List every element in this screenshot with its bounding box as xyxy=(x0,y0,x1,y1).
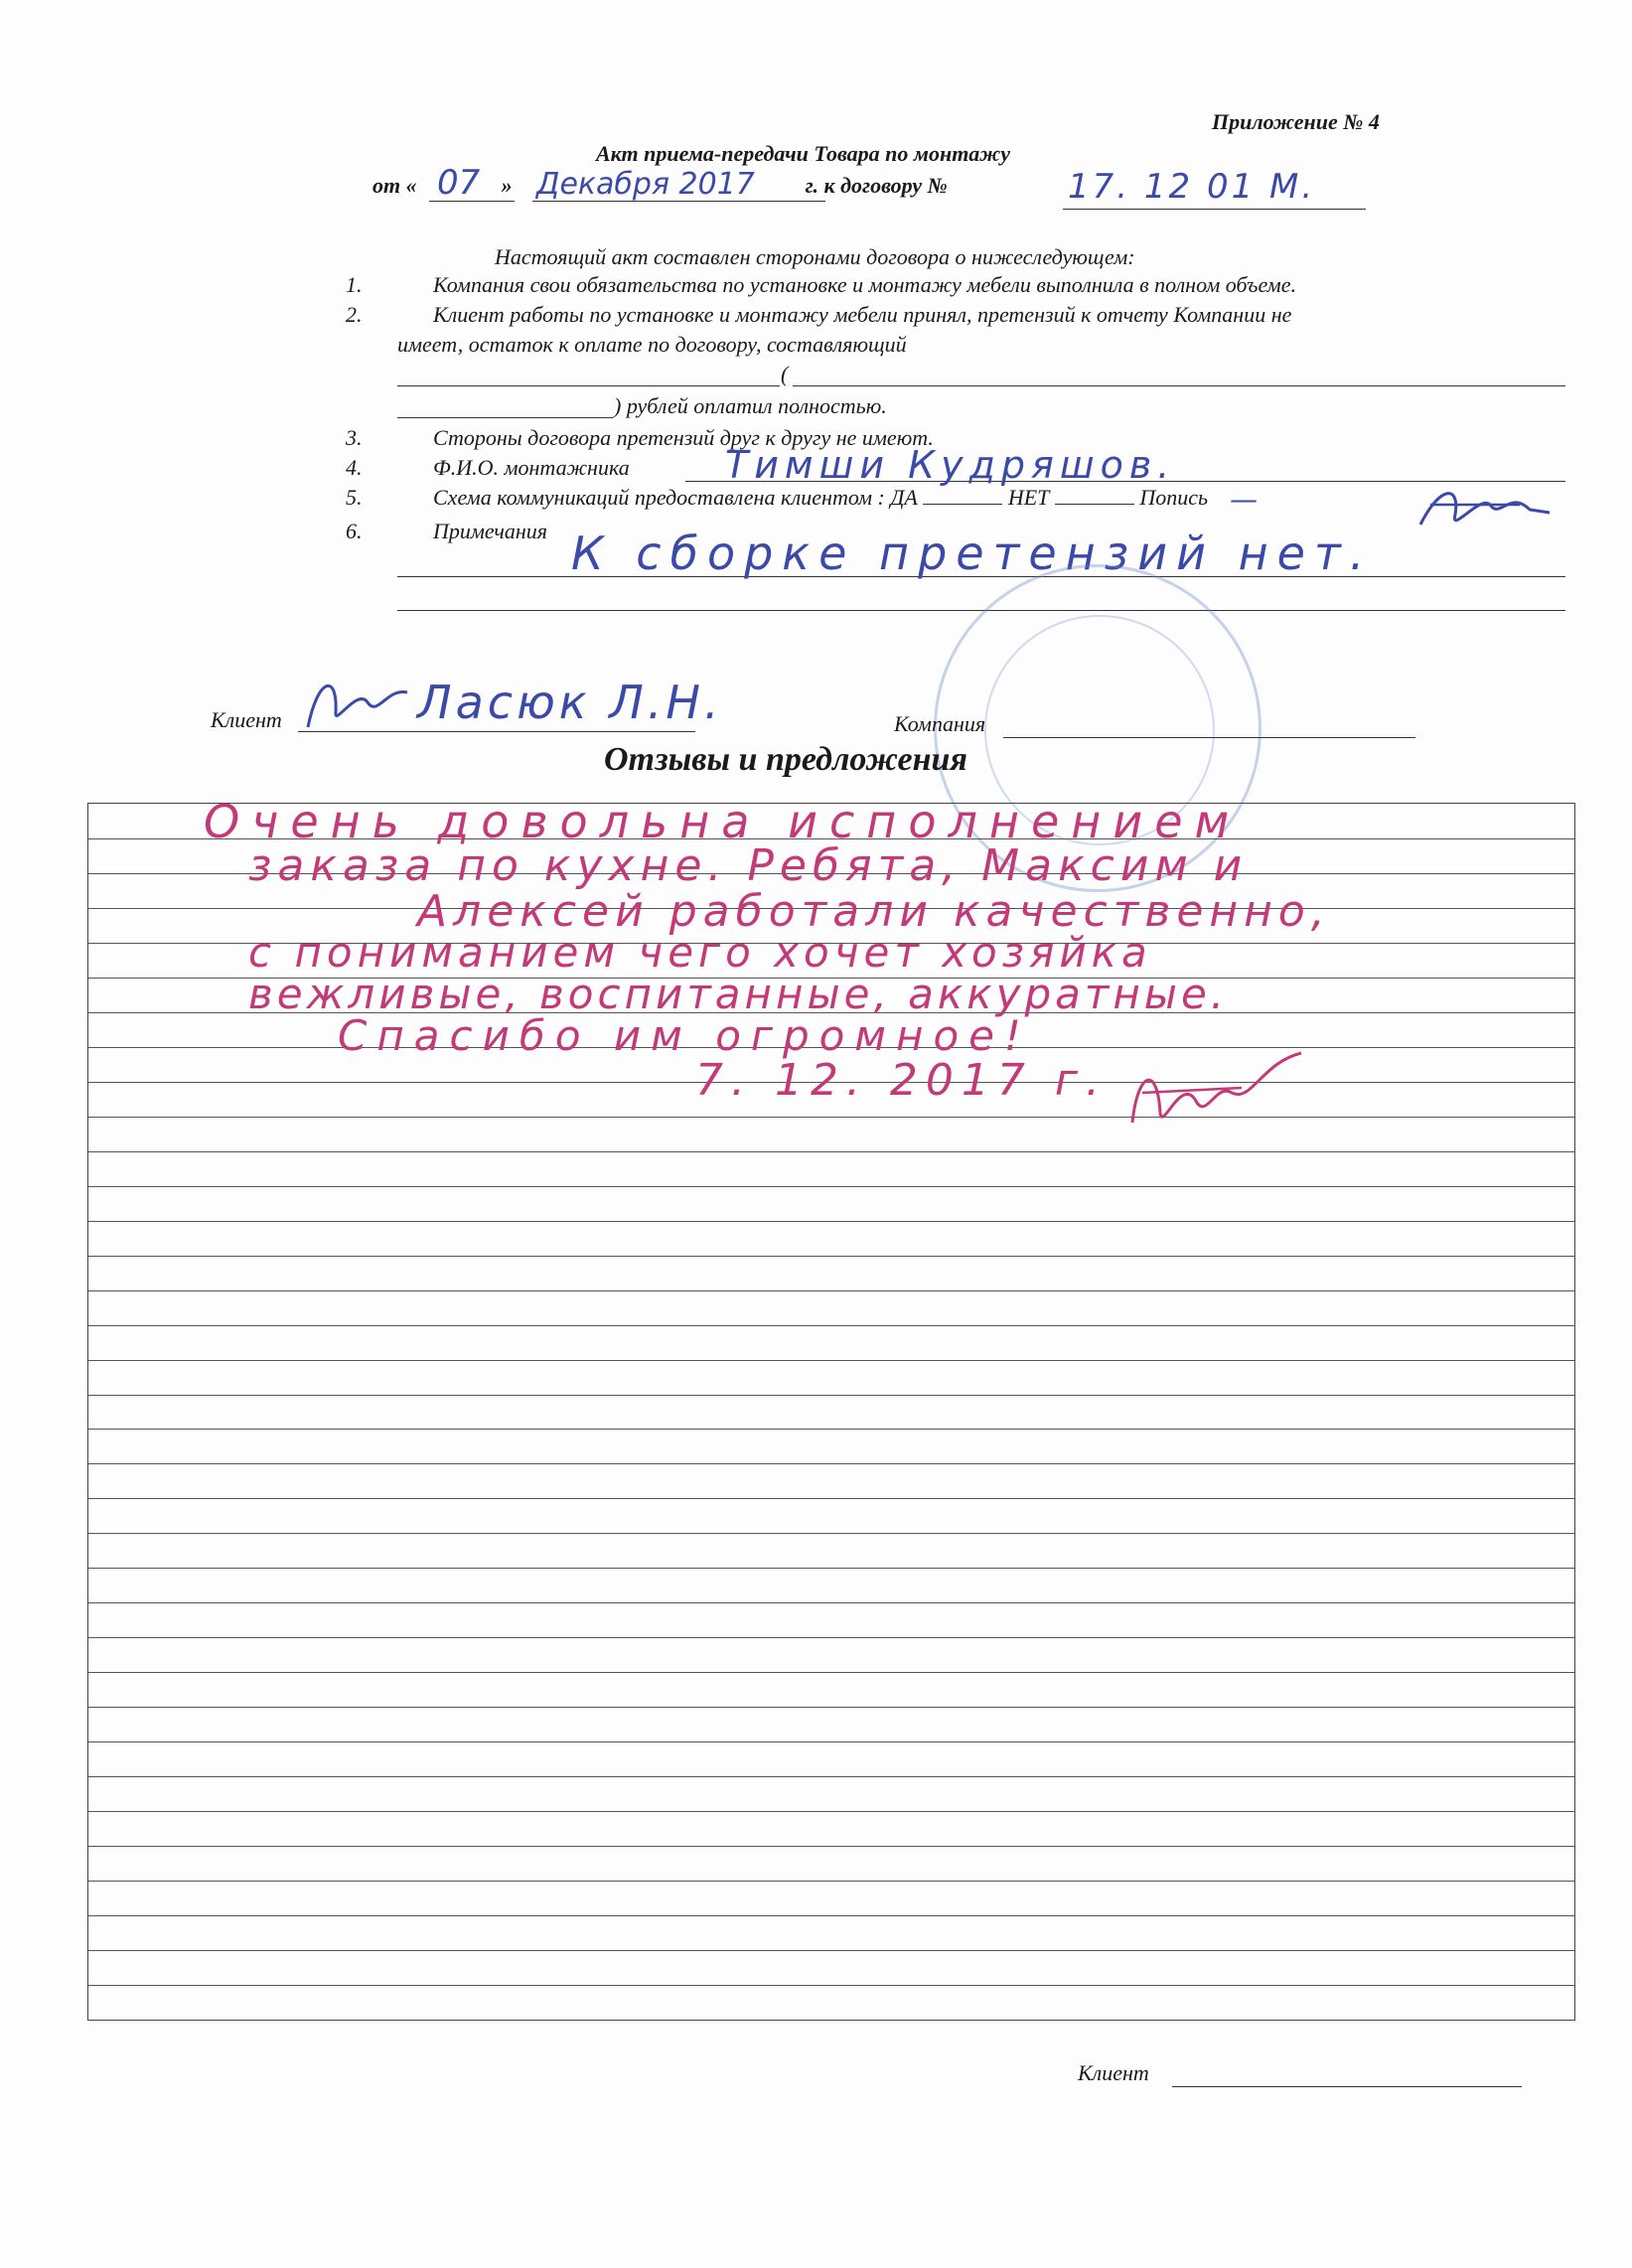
ruled-line xyxy=(88,1360,1574,1361)
ruled-line xyxy=(88,1463,1574,1464)
ruled-line xyxy=(88,1672,1574,1673)
amount-words-underline xyxy=(793,385,1565,386)
item5-no-label: НЕТ xyxy=(1007,485,1050,510)
contract-underline xyxy=(1063,209,1366,210)
date-mid: » xyxy=(501,173,513,198)
document-title: Акт приема-передачи Товара по монтажу xyxy=(596,141,1011,166)
ruled-line xyxy=(88,1776,1574,1777)
ruled-line xyxy=(88,1429,1574,1430)
item5-sign-label: Попись xyxy=(1139,485,1209,510)
item2-text-line2: имеет, остаток к оплате по договору, составляющий xyxy=(397,332,907,357)
feedback-line-5: вежливые, воспитанные, аккуратные. xyxy=(248,970,1229,1018)
feedback-title: Отзывы и предложения xyxy=(604,741,967,778)
item3-number: 3. xyxy=(346,425,363,450)
ruled-line xyxy=(88,1117,1574,1118)
feedback-signature-mark xyxy=(1113,1033,1311,1152)
company-sign-underline xyxy=(1003,737,1415,738)
ruled-line xyxy=(88,1707,1574,1708)
ruled-line xyxy=(88,1290,1574,1291)
ruled-line xyxy=(88,1881,1574,1882)
ruled-line xyxy=(88,1186,1574,1187)
ruled-line xyxy=(88,1811,1574,1812)
handwritten-installer: Тимши Кудряшов. xyxy=(725,443,1176,487)
handwritten-dash: — xyxy=(1230,483,1258,516)
handwritten-contract-number: 17. 12 01 М. xyxy=(1068,167,1316,207)
amount-underline xyxy=(397,385,780,386)
ruled-line xyxy=(88,1915,1574,1916)
feedback-line-4: с пониманием чего хочет хозяйка xyxy=(248,928,1152,977)
item4-text: Ф.И.О. монтажника xyxy=(433,455,630,480)
item3-text: Стороны договора претензий друг к другу не имеют. xyxy=(433,425,934,450)
ruled-line xyxy=(88,1568,1574,1569)
amount-paren-open: ( xyxy=(781,362,789,386)
item2-number: 2. xyxy=(346,302,363,327)
act-intro: Настоящий акт составлен сторонами договора о нижеследующем: xyxy=(495,244,1135,269)
handwritten-month: Декабря 2017 xyxy=(536,167,755,202)
handwritten-client-name: Ласюк Л.Н. xyxy=(417,676,723,729)
ruled-line xyxy=(88,1846,1574,1847)
feedback-line-6: Спасибо им огромное! xyxy=(338,1011,1031,1060)
feedback-line-3: Алексей работали качественно, xyxy=(417,886,1331,937)
client-signature-mark xyxy=(298,668,417,737)
item6-number: 6. xyxy=(346,519,363,543)
footer-client-underline xyxy=(1172,2086,1522,2087)
ruled-line xyxy=(88,1151,1574,1152)
date-suffix: г. к договору № xyxy=(805,173,948,198)
feedback-line-1: Очень довольна исполнением xyxy=(204,795,1242,848)
ruled-line xyxy=(88,1637,1574,1638)
company-label: Компания xyxy=(894,711,986,736)
item5-number: 5. xyxy=(346,485,363,510)
ruled-line xyxy=(88,1395,1574,1396)
handwritten-day: 07 xyxy=(437,163,481,203)
ruled-line xyxy=(88,1325,1574,1326)
footer-client-label: Клиент xyxy=(1078,2060,1149,2085)
feedback-date: 7. 12. 2017 г. xyxy=(695,1055,1108,1106)
item2-text-line3: ) рублей оплатил полностью. xyxy=(614,393,887,418)
sign-mark-item5 xyxy=(1410,475,1559,544)
amount-words-underline-2 xyxy=(397,417,613,418)
date-prefix: от « xyxy=(372,173,417,198)
handwritten-notes: К сборке претензий нет. xyxy=(571,527,1374,580)
item6-text: Примечания xyxy=(433,519,548,543)
item4-number: 4. xyxy=(346,455,363,480)
ruled-line xyxy=(88,1741,1574,1742)
ruled-line xyxy=(88,1950,1574,1951)
client-label: Клиент xyxy=(211,707,282,732)
item2-text-line1: Клиент работы по установке и монтажу мебели принял, претензий к отчету Компании не xyxy=(433,302,1292,327)
item1-number: 1. xyxy=(346,272,363,297)
item1-text: Компания свои обязательства по установке и монтажу мебели выполнила в полном объеме. xyxy=(433,272,1296,297)
ruled-line xyxy=(88,1221,1574,1222)
ruled-line xyxy=(88,1602,1574,1603)
item5-yes-label: Схема коммуникаций предоставлена клиентом : ДА xyxy=(433,485,918,510)
feedback-line-2: заказа по кухне. Ребята, Максим и xyxy=(248,840,1249,891)
ruled-line xyxy=(88,1985,1574,1986)
item5-text xyxy=(433,485,1208,511)
appendix-label: Приложение № 4 xyxy=(1212,109,1380,134)
ruled-line xyxy=(88,1498,1574,1499)
ruled-line xyxy=(88,1256,1574,1257)
ruled-line xyxy=(88,1533,1574,1534)
